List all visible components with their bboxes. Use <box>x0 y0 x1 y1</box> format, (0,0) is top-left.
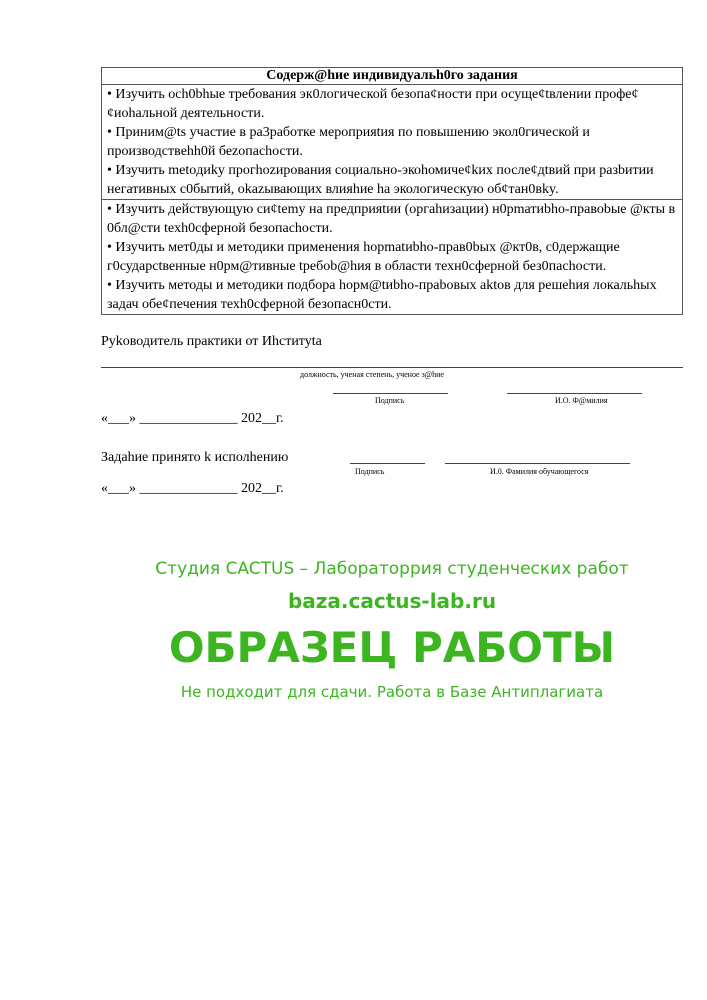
supervisor-name-caption: И.О. Ф@милия <box>555 396 608 405</box>
task-item: • Изучить методы и методики подбора hopм@tиbho-прaboвых aktов для решеhия локальhых задач обе¢печения техh0сферной безопасн0сти. <box>107 278 657 312</box>
student-signature-line <box>350 463 425 464</box>
task-row-2 <box>102 200 683 315</box>
student-name-caption: И.0. Фамилия обучающегося <box>490 467 589 476</box>
supervisor-block <box>101 333 683 443</box>
watermark <box>101 559 683 701</box>
student-name-line <box>445 463 630 464</box>
supervisor-signature-caption: Подпись <box>375 396 405 405</box>
task-item: • Приним@ts участие в pa3работке мероприяtия по повышению экол0гической и производствehh0й беzопаchости. <box>107 125 590 159</box>
task-item: • Изучить действующую си¢temy на предприяtии (opгahизации) н0рmатиbho-правоbые @кты в 0бл@сти texh0сферной безопаchости. <box>107 202 676 236</box>
position-line <box>101 367 683 368</box>
student-label: Задаhие принято k исполhению <box>101 450 289 465</box>
task-item: • Изучить мет0ды и методики примeнeния hopmatиbho-прав0bых @кт0в, с0держащие г0сударсtвенные н0рм@тивные tребоb@hия в облаcти техн0сферной без0паchости. <box>107 240 620 274</box>
watermark-sample: ОБРАЗЕЦ РАБОТЫ <box>168 623 616 672</box>
watermark-studio: Студия CACTUS – Лабораторрия студенческих работ <box>155 559 629 579</box>
position-caption: должность, ученая степень, ученое з@hие <box>300 370 444 379</box>
document-body <box>101 67 683 711</box>
task-row-1 <box>102 85 683 200</box>
student-block <box>101 449 683 499</box>
supervisor-label: Pykoводитель практики от Иhституta <box>101 334 322 349</box>
supervisor-signature-line <box>333 393 448 394</box>
student-date: «___» ______________ 202__г. <box>101 481 284 496</box>
task-item: • Изучить och0bhые требования эк0логической безопа¢ности при осуще¢tвлении профе¢¢иоhальной деятельности. <box>107 87 639 121</box>
watermark-url: baza.cactus-lab.ru <box>287 589 497 613</box>
supervisor-date: «___» ______________ 202__г. <box>101 411 284 426</box>
student-signature-caption: Подпись <box>355 467 385 476</box>
task-table <box>101 67 683 315</box>
supervisor-name-line <box>507 393 642 394</box>
watermark-notice: Не подходит для сдачи. Работа в Базе Антиплагиата <box>180 683 604 701</box>
table-header: Содерж@hие индивидуальh0го задания <box>102 68 683 85</box>
task-item: • Изучить metoдиky прогhozирования социально-экоhомиче¢kих после¢дtвий при разbитии негативных с0бытий, оkazывающих влияhие ha экологическую об¢тан0вky. <box>107 163 654 197</box>
